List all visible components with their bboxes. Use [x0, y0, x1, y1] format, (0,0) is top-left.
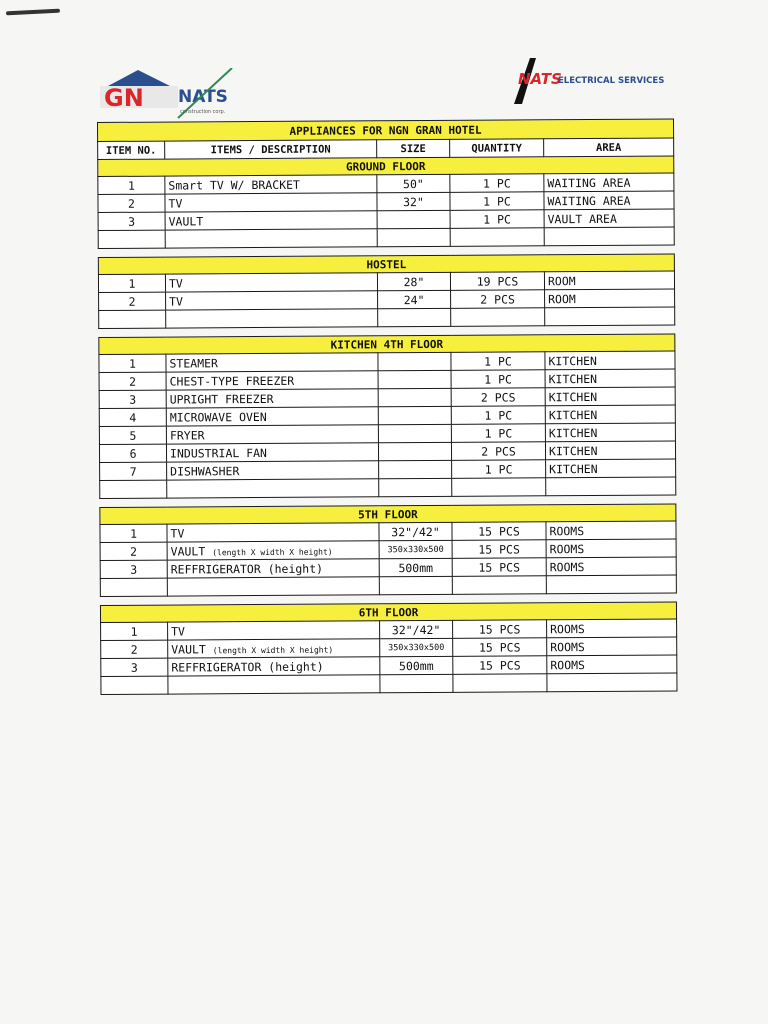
item-name: VAULT: [170, 543, 206, 559]
appliance-table: [97, 118, 677, 695]
item-size: 350x330x500: [380, 638, 453, 656]
section-title: KITCHEN 4TH FLOOR: [99, 334, 675, 355]
item-size: [378, 406, 451, 424]
item-size: 28": [377, 272, 450, 290]
item-area: ROOMS: [547, 637, 677, 656]
blank-row: [101, 673, 677, 695]
item-no: 2: [100, 542, 167, 560]
item-size: 50": [377, 174, 450, 192]
item-qty: 1 PC: [451, 352, 545, 371]
appliance-sheet: [97, 118, 676, 695]
item-qty: 15 PCS: [452, 540, 546, 559]
item-no: 1: [99, 354, 166, 372]
item-size: [379, 460, 452, 478]
section-title: HOSTEL: [98, 254, 674, 275]
item-area: ROOM: [544, 271, 674, 290]
item-no: 3: [101, 658, 168, 676]
item-area: KITCHEN: [545, 369, 675, 388]
item-qty: 1 PC: [451, 424, 545, 443]
item-size: [377, 210, 450, 228]
item-desc: STEAMER: [166, 353, 378, 372]
header-quantity: QUANTITY: [450, 139, 544, 158]
item-qty: 1 PC: [450, 174, 544, 193]
item-no: 5: [99, 426, 166, 444]
item-qty: 19 PCS: [450, 272, 544, 291]
item-area: WAITING AREA: [544, 173, 674, 192]
item-desc: VAULT: [165, 211, 377, 230]
item-area: KITCHEN: [545, 423, 675, 442]
item-area: ROOMS: [546, 557, 676, 576]
item-desc: [167, 523, 379, 542]
item-area: ROOMS: [547, 619, 677, 638]
item-note: (length X width X height): [212, 547, 333, 557]
item-no: 3: [99, 390, 166, 408]
item-no: 1: [100, 524, 167, 542]
item-desc: Smart TV W/ BRACKET: [165, 175, 377, 194]
item-qty: 15 PCS: [452, 558, 546, 577]
item-area: KITCHEN: [545, 351, 675, 370]
item-name: TV: [171, 623, 186, 639]
item-qty: 15 PCS: [453, 656, 547, 675]
item-no: 4: [99, 408, 166, 426]
item-name: TV: [170, 525, 185, 541]
item-size: [378, 388, 451, 406]
item-qty: 2 PCS: [451, 442, 545, 461]
item-desc: TV: [165, 193, 377, 212]
pen-mark: [6, 9, 60, 16]
item-area: WAITING AREA: [544, 191, 674, 210]
logo-left-text: NATS: [178, 87, 228, 107]
item-size: 24": [378, 290, 451, 308]
item-qty: 1 PC: [450, 210, 544, 229]
item-size: 32"/42": [380, 620, 453, 638]
item-area: ROOMS: [546, 521, 676, 540]
item-qty: 15 PCS: [452, 522, 546, 541]
item-name: REFFRIGERATOR (height): [170, 561, 324, 577]
item-area: KITCHEN: [546, 459, 676, 478]
item-name: VAULT: [171, 641, 206, 657]
item-size: [378, 370, 451, 388]
item-no: 2: [99, 292, 166, 310]
item-size: 32"/42": [379, 522, 452, 540]
header-items: ITEMS / DESCRIPTION: [165, 140, 377, 159]
item-size: [378, 424, 451, 442]
item-desc: TV: [165, 273, 377, 292]
logo-right-subtext: ELECTRICAL SERVICES: [558, 76, 665, 86]
item-no: 7: [100, 462, 167, 480]
item-size: 500mm: [380, 656, 453, 674]
item-desc: DISHWASHER: [167, 461, 379, 480]
item-qty: 15 PCS: [453, 620, 547, 639]
item-desc: INDUSTRIAL FAN: [166, 443, 378, 462]
item-note: (length X width X height): [212, 645, 334, 655]
item-desc: FRYER: [166, 425, 378, 444]
item-name: REFFRIGERATOR (height): [171, 659, 324, 675]
item-desc: [168, 621, 380, 640]
item-qty: 1 PC: [451, 370, 545, 389]
header-item-no: ITEM NO.: [98, 141, 165, 159]
section-title: 6TH FLOOR: [100, 602, 676, 623]
item-no: 6: [99, 444, 166, 462]
item-no: 2: [99, 372, 166, 390]
logo-left-subtext: construction corp.: [180, 109, 226, 115]
item-no: 3: [100, 560, 167, 578]
item-no: 2: [101, 640, 168, 658]
item-qty: 1 PC: [452, 460, 546, 479]
item-desc: MICROWAVE OVEN: [166, 407, 378, 426]
logo-right-text: NATS: [518, 70, 562, 88]
item-size: [378, 442, 451, 460]
table-title: APPLIANCES FOR NGN GRAN HOTEL: [98, 119, 674, 142]
header-size: SIZE: [377, 139, 450, 157]
item-qty: 1 PC: [450, 192, 544, 211]
item-area: KITCHEN: [545, 441, 675, 460]
item-area: KITCHEN: [545, 405, 675, 424]
item-area: KITCHEN: [545, 387, 675, 406]
item-size: 500mm: [379, 558, 452, 576]
logo-left-letters: GN: [104, 84, 144, 112]
section-title: 5TH FLOOR: [100, 504, 676, 525]
item-size: 350x330x500: [379, 540, 452, 558]
item-desc: [167, 559, 379, 578]
nats-electrical-logo: [510, 52, 670, 108]
item-area: ROOMS: [546, 539, 676, 558]
item-desc: [167, 541, 379, 560]
item-qty: 1 PC: [451, 406, 545, 425]
item-desc: [168, 657, 380, 676]
item-no: 2: [98, 194, 165, 212]
item-no: 1: [98, 176, 165, 194]
item-desc: [168, 639, 380, 658]
section-title: GROUND FLOOR: [98, 156, 674, 177]
item-area: ROOMS: [547, 655, 677, 674]
item-desc: TV: [166, 291, 378, 310]
item-qty: 15 PCS: [453, 638, 547, 657]
header-area: AREA: [544, 138, 674, 157]
item-desc: CHEST-TYPE FREEZER: [166, 371, 378, 390]
item-no: 1: [101, 622, 168, 640]
item-no: 1: [98, 274, 165, 292]
gn-nats-logo: [98, 68, 240, 122]
item-qty: 2 PCS: [451, 388, 545, 407]
item-no: 3: [98, 212, 165, 230]
item-desc: UPRIGHT FREEZER: [166, 389, 378, 408]
item-area: VAULT AREA: [544, 209, 674, 228]
item-size: 32": [377, 192, 450, 210]
item-area: ROOM: [545, 289, 675, 308]
item-qty: 2 PCS: [451, 290, 545, 309]
item-size: [378, 352, 451, 370]
